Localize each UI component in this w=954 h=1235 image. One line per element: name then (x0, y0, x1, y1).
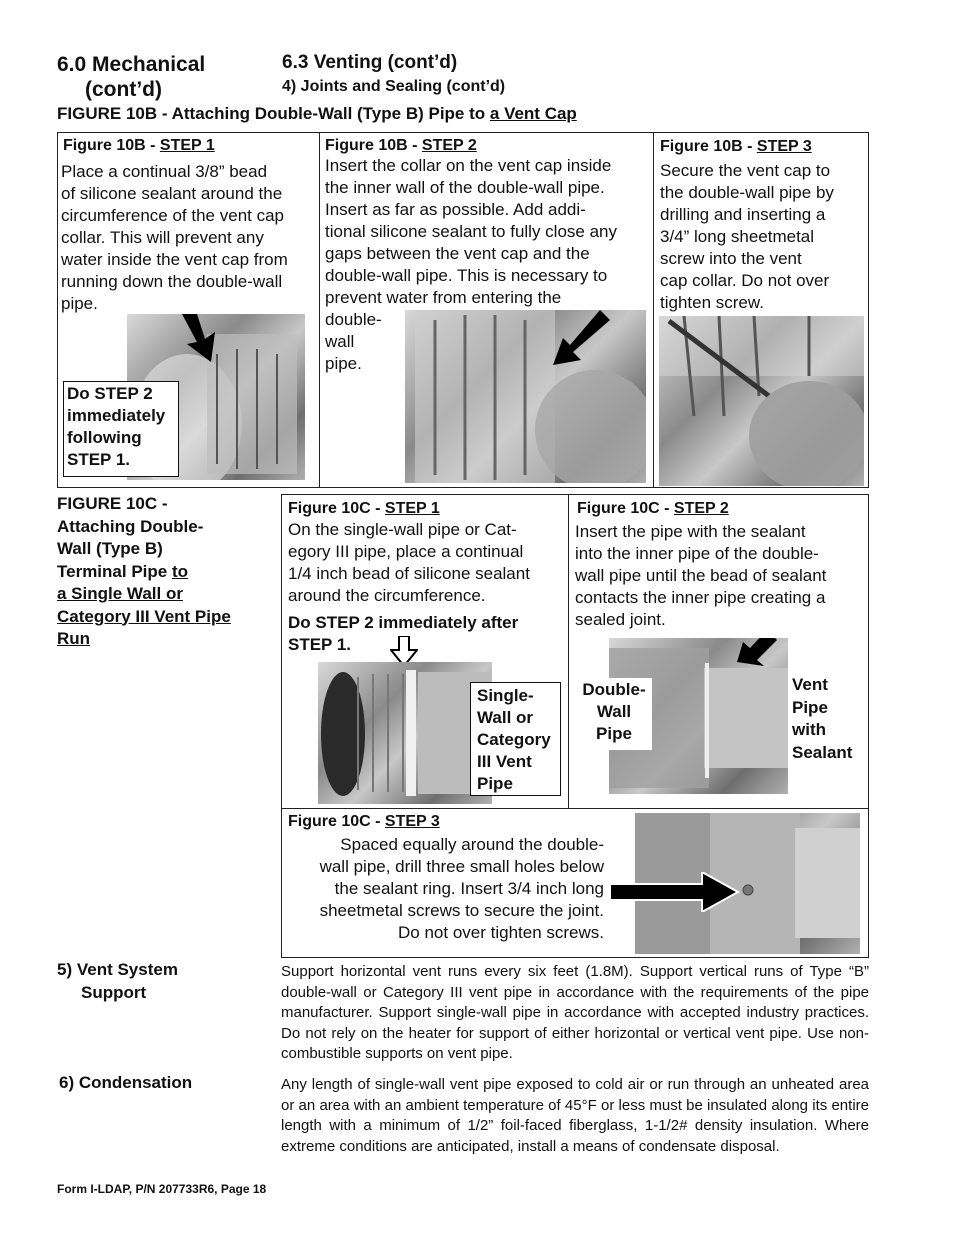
fig10c-step1-photo-label (470, 682, 561, 796)
text-line: water inside the vent cap from (61, 250, 288, 269)
text-line: tighten screw. (660, 293, 764, 312)
text-line: prevent water from entering the (325, 288, 562, 307)
screw-drilling-illustration (659, 316, 864, 486)
text-line: Do not over tighten screws. (398, 923, 604, 942)
text-line: sealed joint. (575, 610, 666, 629)
text-line: tional silicone sealant to fully close any (325, 222, 617, 241)
label-line: Pipe (596, 724, 632, 743)
fig10b-step1-callout (63, 381, 179, 477)
text-line: the sealant ring. Insert 3/4 inch long (334, 879, 604, 898)
text-line: egory III pipe, place a continual (288, 542, 524, 561)
figure-10b-title-underlined: a Vent Cap (489, 104, 577, 123)
label-line: Category (477, 730, 551, 749)
text-line: pipe. (325, 354, 362, 373)
callout-line: following (67, 428, 142, 447)
text-line: Insert as far as possible. Add addi- (325, 200, 586, 219)
title-line: Category III Vent Pipe (57, 606, 231, 626)
text-line: On the single-wall pipe or Cat- (288, 520, 517, 539)
fig10b-step1-label-prefix: Figure 10B - (63, 137, 160, 154)
fig10c-step3-text (286, 834, 604, 944)
label-line: Pipe (477, 774, 513, 793)
text-line: collar. This will prevent any (61, 228, 264, 247)
text-line: screw into the vent (660, 249, 802, 268)
figure-10c-divider-v (568, 495, 569, 808)
fig10c-step1-label-step: STEP 1 (384, 500, 440, 517)
text-line: Place a continual 3/8” bead (61, 162, 268, 181)
heading-line: 5) Vent System (57, 960, 178, 979)
fig10c-step1-label (288, 499, 440, 518)
fig10b-step1-label (63, 136, 215, 155)
text-line: Insert the collar on the vent cap inside (325, 156, 612, 175)
fig10b-step2-photo (405, 310, 646, 483)
condensation-paragraph: Any length of single-wall vent pipe exposed to cold air or run through an unheated area or an area with an ambient temperature of 45°F or less must be insulated along its entire length with a minimum of 1/2” foil-faced fiberglass, 1-1/2# density insulation. Where extreme conditions are anticipated, install a means of condensate disposal. (281, 1076, 869, 1155)
fig10c-step3-label-prefix: Figure 10C - (288, 813, 385, 830)
fig10b-step3-label-step: STEP 3 (756, 138, 812, 155)
text-line: Spaced equally around the double- (340, 835, 604, 854)
title-line: Attaching Double- (57, 516, 204, 536)
text-line: cap collar. Do not over (660, 271, 830, 290)
label-line: with (792, 720, 826, 739)
heading-line: Support (81, 982, 147, 1002)
fig10c-step2-right-label (792, 674, 852, 764)
fig10b-step2-label (325, 136, 477, 155)
text-line: the double-wall pipe by (660, 183, 834, 202)
text-line: sheetmetal screws to secure the joint. (319, 901, 604, 920)
text-line: Secure the vent cap to (660, 161, 831, 180)
callout-line: STEP 1. (67, 450, 130, 469)
support-heading (57, 959, 178, 1004)
label-line: Vent (792, 675, 828, 694)
section-title-line2: (cont’d) (85, 78, 162, 101)
fig10b-step3-text (660, 160, 865, 314)
text-line: the inner wall of the double-wall pipe. (325, 178, 605, 197)
text-line: double- (325, 310, 382, 329)
label-line: Single- (477, 686, 534, 705)
title-line (57, 561, 272, 584)
fig10b-step1-label-step: STEP 1 (159, 137, 215, 154)
fig10c-step3-label (288, 812, 440, 831)
support-paragraph: Support horizontal vent runs every six feet (1.8M). Support vertical runs of Type “B” double-wall or Category III vent pipe in accordance with the requirements of the pipe manufacturer. Support single-wall pipe in accordance with accepted industry practices. Do not rely on the heater for support of either horizontal or vertical vent pipe. Use non-combustible supports on vent pipe. (281, 963, 869, 1063)
text-line: drilling and inserting a (660, 205, 826, 224)
subsection-title: 6.3 Venting (cont’d) (282, 52, 458, 73)
callout-line: immediately (67, 406, 166, 425)
fig10c-step3-label-step: STEP 3 (384, 813, 440, 830)
fig10b-step3-label (660, 137, 812, 156)
title-line: FIGURE 10C - (57, 494, 168, 513)
text-line: wall pipe, drill three small holes below (319, 857, 604, 876)
label-line: Wall or (477, 708, 534, 727)
text-line: 1/4 inch bead of silicone sealant (288, 564, 530, 583)
title-text-underlined: to (171, 561, 188, 581)
text-line: wall (325, 332, 355, 351)
fig10c-step2-text (575, 521, 865, 631)
text-line: of silicone sealant around the (61, 184, 283, 203)
condensation-heading: 6) Condensation (59, 1073, 193, 1092)
figure-10b-title (57, 104, 577, 124)
single-wall-pipe-illustration (318, 662, 492, 804)
fig10c-step1-label-prefix: Figure 10C - (288, 500, 385, 517)
text-line: 3/4” long sheetmetal (660, 227, 815, 246)
title-line: Wall (Type B) (57, 539, 163, 558)
section-title-line1: 6.0 Mechanical (57, 53, 206, 76)
text-line: double-wall pipe. This is necessary to (325, 266, 608, 285)
fig10b-step3-photo (659, 316, 864, 486)
text-line: Insert the pipe with the sealant (575, 522, 806, 541)
warning-line: STEP 1. (288, 635, 351, 654)
text-line: running down the double-wall (61, 272, 283, 291)
section-title (57, 52, 205, 102)
arrow-icon (737, 638, 777, 666)
fig10c-step1-photo (318, 662, 492, 804)
page-footer: Form I-LDAP, P/N 207733R6, Page 18 (57, 1182, 267, 1196)
text-line: wall pipe until the bead of sealant (575, 566, 827, 585)
arrow-icon (553, 310, 610, 365)
figure-10b-divider-2 (653, 133, 654, 487)
fig10c-step2-label-step: STEP 2 (673, 500, 729, 517)
fig10c-step2-label (577, 499, 729, 518)
subsubsection-title: 4) Joints and Sealing (cont’d) (282, 78, 506, 95)
text-line: circumference of the vent cap (61, 206, 285, 225)
label-line: Double- (582, 680, 646, 699)
text-line: pipe. (61, 294, 98, 313)
text-line: into the inner pipe of the double- (575, 544, 819, 563)
label-line: Wall (596, 702, 632, 721)
figure-10c-title (57, 493, 272, 651)
fig10c-step1-text (288, 519, 564, 607)
title-text: Terminal Pipe (57, 561, 172, 581)
fig10b-step2-label-step: STEP 2 (421, 137, 477, 154)
title-line: Run (57, 629, 91, 648)
label-line: III Vent (477, 752, 532, 771)
figure-10b-title-text: FIGURE 10B - Attaching Double-Wall (Type B) Pipe to (57, 104, 490, 123)
right-arrow-icon (610, 872, 740, 912)
fig10b-step1-text (61, 161, 317, 315)
figure-10b-divider-1 (319, 133, 320, 487)
fig10b-step2-label-prefix: Figure 10B - (325, 137, 422, 154)
fig10c-step2-label-prefix: Figure 10C - (577, 500, 674, 517)
callout-line: Do STEP 2 (67, 384, 153, 403)
fig10c-step2-left-label (576, 678, 652, 750)
warning-line: Do STEP 2 immediately after (288, 613, 519, 632)
text-line: gaps between the vent cap and the (325, 244, 590, 263)
label-line: Pipe (792, 697, 828, 717)
text-line: contacts the inner pipe creating a (575, 588, 826, 607)
pipe-insertion-illustration (405, 310, 646, 483)
label-line: Sealant (792, 742, 853, 762)
figure-10c-divider-h (282, 808, 868, 809)
fig10b-step3-label-prefix: Figure 10B - (660, 138, 757, 155)
text-line: around the circumference. (288, 586, 486, 605)
title-line: a Single Wall or (57, 584, 183, 603)
